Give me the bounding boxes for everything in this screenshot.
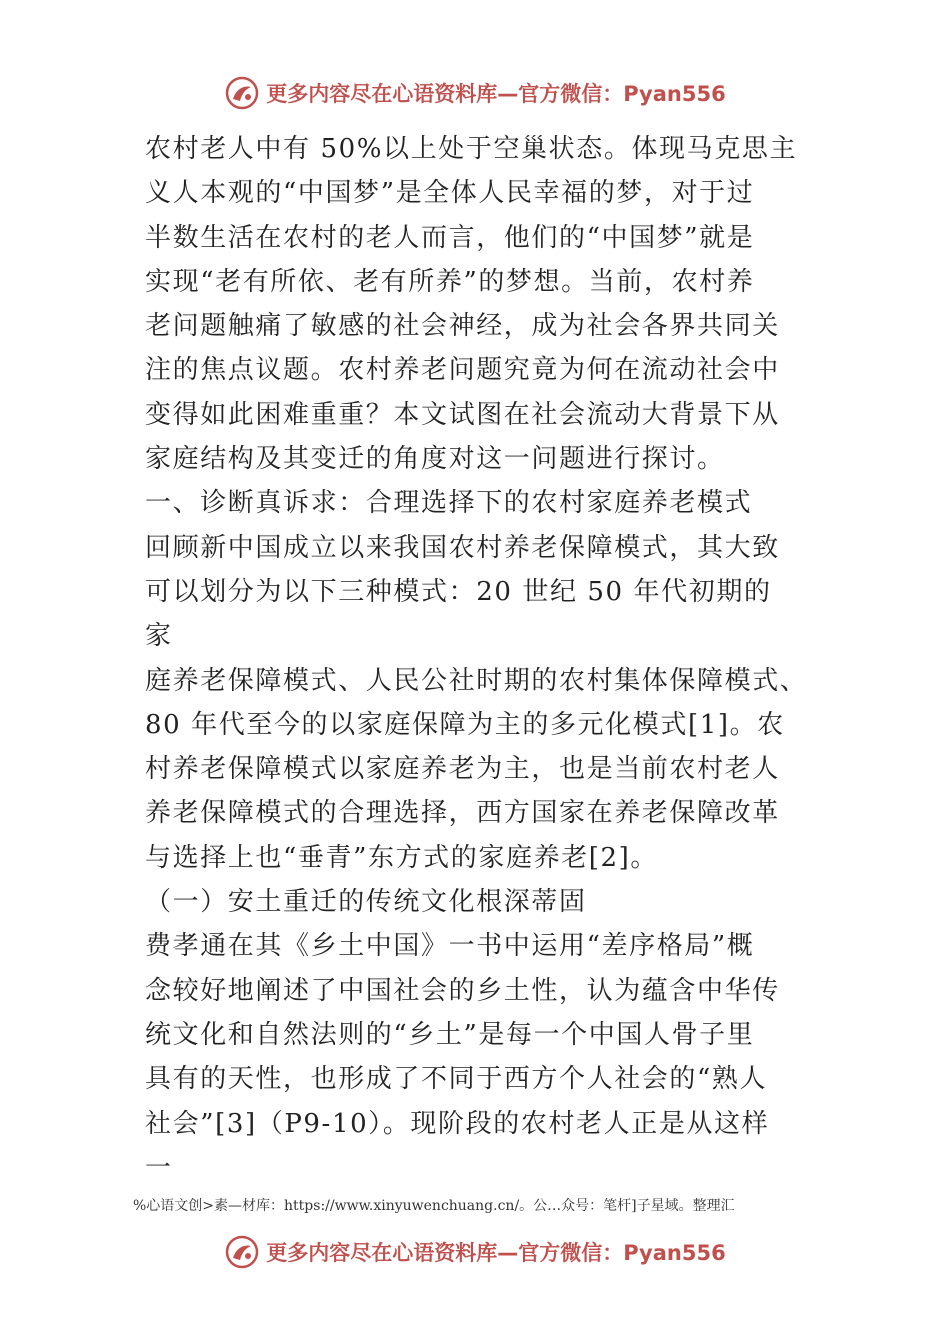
text-line: 具有的天性，也形成了不同于西方个人社会的“熟人: [145, 1064, 768, 1095]
text-line: 养老保障模式的合理选择，西方国家在养老保障改革: [145, 798, 780, 829]
text-line: 义人本观的“中国梦”是全体人民幸福的梦，对于过: [145, 178, 755, 209]
text-line: 村养老保障模式以家庭养老为主，也是当前农村老人: [145, 754, 780, 785]
text-line: 变得如此困难重重？本文试图在社会流动大背景下从: [145, 399, 780, 430]
text-line: 家: [145, 621, 173, 652]
text-line: 实现“老有所依、老有所养”的梦想。当前，农村养: [145, 266, 755, 297]
header-banner-text: 更多内容尽在心语资料库—官方微信：Pyan556: [266, 82, 726, 106]
text-line: 费孝通在其《乡土中国》一书中运用“差序格局”概: [145, 931, 755, 962]
brand-logo-icon: [224, 1234, 260, 1270]
text-line: 一: [145, 1152, 173, 1183]
text-line: 80 年代至今的以家庭保障为主的多元化模式[1]。农: [145, 709, 785, 740]
header-banner: [0, 73, 950, 113]
text-line: 可以划分为以下三种模式：20 世纪 50 年代初期的: [145, 576, 772, 607]
text-line: 与选择上也“垂青”东方式的家庭养老[2]。: [145, 842, 659, 873]
text-line: 农村老人中有 50%以上处于空巢状态。体现马克思主: [145, 134, 798, 164]
text-line: 老问题触痛了敏感的社会神经，成为社会各界共同关: [145, 311, 780, 342]
text-line: 家庭结构及其变迁的角度对这一问题进行探讨。: [145, 444, 725, 475]
text-line: （一）安土重迁的传统文化根深蒂固: [145, 887, 587, 918]
text-line: 注的焦点议题。农村养老问题究竟为何在流动社会中: [145, 355, 780, 386]
brand-logo-icon: [224, 75, 260, 111]
text-line: 庭养老保障模式、人民公社时期的农村集体保障模式、: [145, 665, 808, 696]
text-line: 念较好地阐述了中国社会的乡土性，认为蕴含中华传: [145, 975, 780, 1006]
document-body: [145, 127, 825, 1190]
text-line: 半数生活在农村的老人而言，他们的“中国梦”就是: [145, 222, 755, 253]
text-line: 统文化和自然法则的“乡土”是每一个中国人骨子里: [145, 1019, 755, 1050]
text-line: 社会”[3]（P9-10）。现阶段的农村老人正是从这样: [145, 1108, 770, 1139]
footer-banner: [0, 1232, 950, 1272]
footer-banner-text: 更多内容尽在心语资料库—官方微信：Pyan556: [266, 1241, 726, 1265]
text-line: 一、诊断真诉求：合理选择下的农村家庭养老模式: [145, 488, 753, 519]
text-line: 回顾新中国成立以来我国农村养老保障模式，其大致: [145, 532, 780, 563]
source-footnote: %心语文创>素—材库：https://www.xinyuwenchuang.cn/。公…众号：笔杆]子星域。整理汇: [133, 1198, 735, 1214]
